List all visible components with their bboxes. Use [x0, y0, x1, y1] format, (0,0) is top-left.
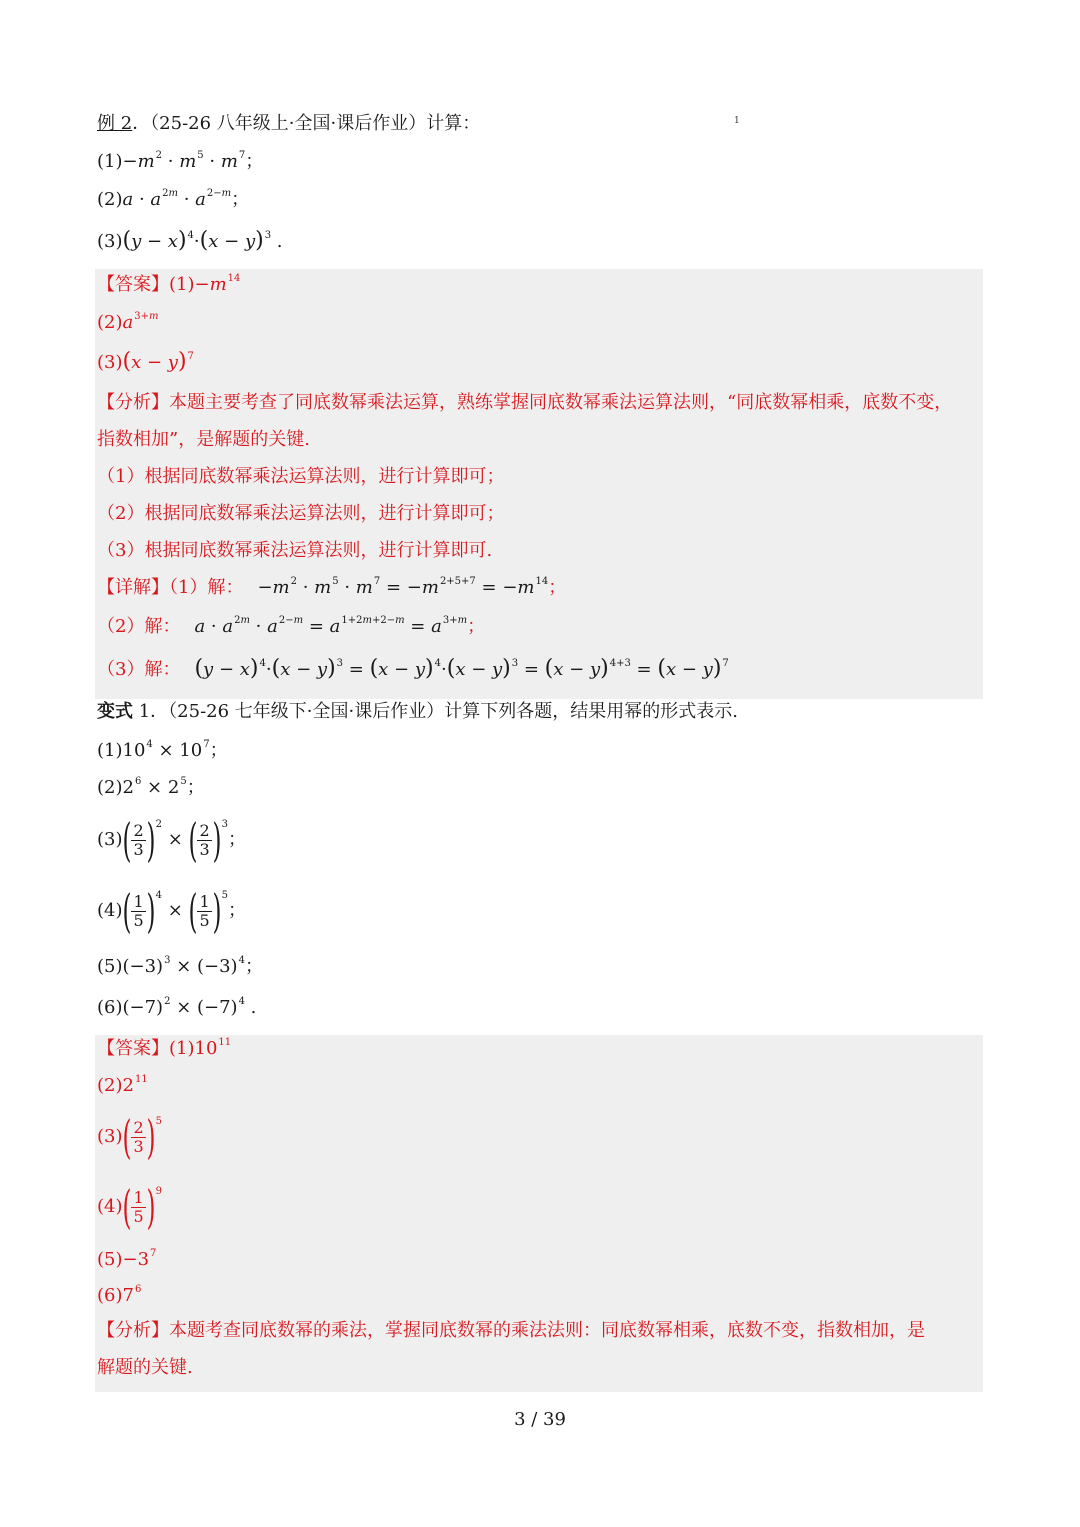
variant1-answer-2: $(2)2^{11}$: [97, 1074, 148, 1096]
variant1-source: 1．（25-26 七年级下·全国·课后作业）计算下列各题，结果用幂的形式表示.: [133, 701, 738, 722]
variant1-answer-3: (3)( $\frac{2}{3}$ )$^5$: [97, 1110, 162, 1164]
variant1-answer-1: 【答案】$(1)10^{11}$: [97, 1037, 232, 1059]
example2-source: ．（25-26 八年级上·全国·课后作业）计算：: [132, 113, 481, 134]
variant1-q2: $(2)2^6 \times 2^5$；: [97, 776, 205, 798]
variant1-q3: (3)( $\frac{2}{3}$ )$^2$ × ( $\frac{2}{3}$ )$^3$；: [97, 813, 246, 867]
example2-title: [97, 112, 480, 136]
example2-label: 例 2: [97, 113, 133, 134]
analysis-label: 【分析】: [97, 392, 169, 413]
example2-analysis: 【分析】本题主要考查了同底数幂乘法运算，熟练掌握同底数幂乘法运算法则，“同底数幂相乘，底数不变，: [97, 392, 953, 413]
header-mark: 1: [734, 116, 740, 126]
variant1-q5: $(5)(-3)^3 \times (-3)^4$；: [97, 955, 263, 977]
variant1-title: [97, 700, 738, 724]
example2-step3: （3）根据同底数幂乘法运算法则，进行计算即可.: [97, 540, 493, 561]
variant1-answer-6: $(6)7^6$: [97, 1284, 142, 1306]
example2-answer-2: $(2)a^{3+m}$: [97, 311, 159, 333]
example2-answer-3: $(3)(x - y)^7$: [97, 349, 194, 374]
answer-label: 【答案】: [97, 1038, 169, 1059]
example2-detail-3: （3）解： $(y - x)^4\cdot(x - y)^3 = (x - y)^4\cdot(x - y)^3 = (x - y)^{4+3} = (x - y)^7$: [97, 656, 729, 681]
variant1-q4: (4)( $\frac{1}{5}$ )$^4$ × ( $\frac{1}{5}$ )$^5$；: [97, 884, 246, 938]
example2-detail-1: 【详解】（1）解： $-m^2 \cdot m^5 \cdot m^7 = -m^{2+5+7} = -m^{14}$；: [97, 576, 567, 598]
example2-analysis-cont: 指数相加”，是解题的关键.: [97, 429, 310, 450]
variant1-q1: $(1)10^4 \times 10^7$；: [97, 739, 228, 761]
variant1-label: 变式: [97, 701, 133, 722]
example2-detail-2: （2）解： $a \cdot a^{2m} \cdot a^{2-m} = a^{1+2m+2-m} = a^{3+m}$；: [97, 615, 486, 637]
page-number: 3 / 39: [514, 1409, 566, 1430]
variant1-answer-5: $(5)-3^7$: [97, 1248, 157, 1270]
analysis-label: 【分析】: [97, 1320, 169, 1341]
answer-label: 【答案】: [97, 274, 169, 295]
example2-q2: $(2)a \cdot a^{2m} \cdot a^{2-m}$；: [97, 188, 250, 210]
variant1-q6: $(6)(-7)^2 \times (-7)^4$ .: [97, 996, 257, 1018]
example2-step1: （1）根据同底数幂乘法运算法则，进行计算即可；: [97, 466, 505, 487]
example2-answer-1: 【答案】$(1)-m^{14}$: [97, 273, 241, 295]
variant1-analysis: 【分析】本题考查同底数幂的乘法，掌握同底数幂的乘法法则：同底数幂相乘，底数不变，指数相加，是: [97, 1320, 925, 1341]
detail-label: 【详解】: [97, 577, 169, 598]
example2-q3: $(3)(y - x)^4\cdot(x - y)^3$ .: [97, 228, 283, 253]
example2-q1: $(1)-m^2 \cdot m^5 \cdot m^7$；: [97, 150, 264, 172]
example2-step2: （2）根据同底数幂乘法运算法则，进行计算即可；: [97, 503, 505, 524]
variant1-analysis-cont: 解题的关键.: [97, 1357, 193, 1378]
variant1-answer-4: (4)( $\frac{1}{5}$ )$^9$: [97, 1180, 162, 1234]
